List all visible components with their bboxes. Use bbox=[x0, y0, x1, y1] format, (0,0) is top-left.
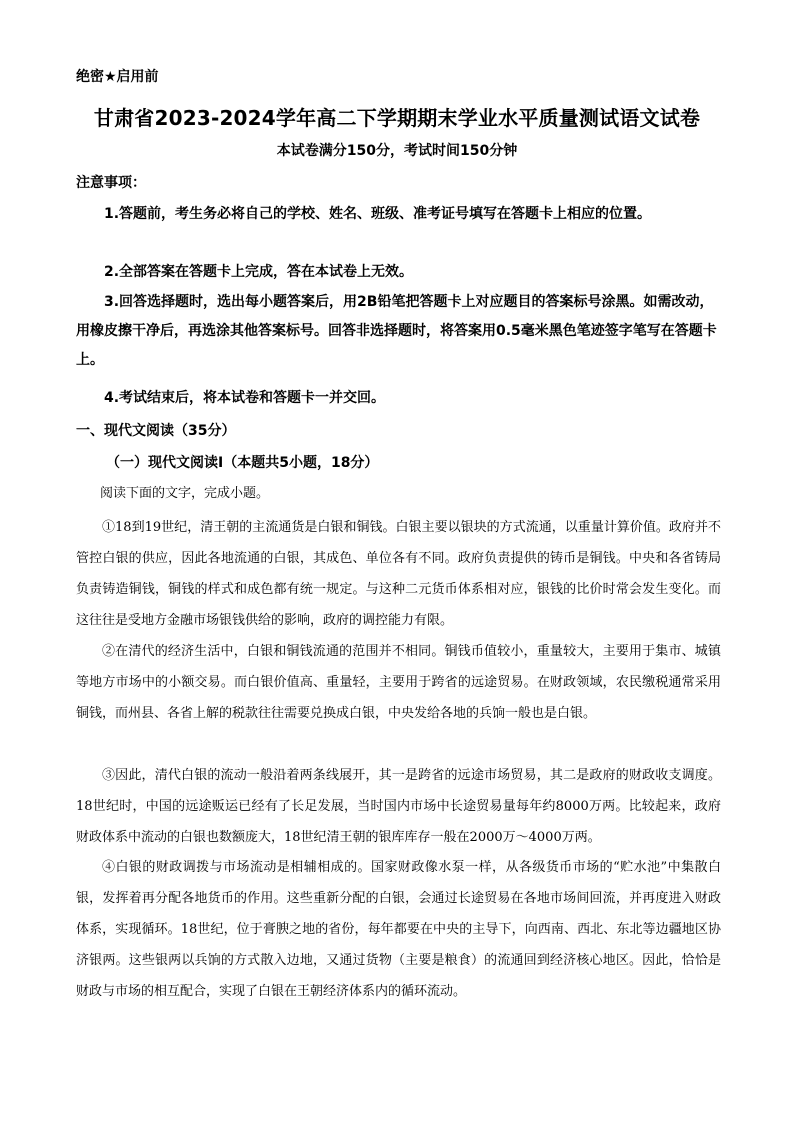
notice-title: 注意事项： bbox=[76, 175, 146, 191]
sub-section-title: （一）现代文阅读Ⅰ（本题共5小题，18分） bbox=[106, 455, 379, 471]
reading-instruction: 阅读下面的文字，完成小题。 bbox=[100, 486, 270, 501]
exam-subtitle: 本试卷满分150分，考试时间150分钟 bbox=[276, 143, 518, 159]
notice-item-2: 2.全部答案在答题卡上完成，答在本试卷上无效。 bbox=[104, 264, 414, 280]
notice-item-1: 1.答题前，考生务必将自己的学校、姓名、班级、准考证号填写在答题卡上相应的位置。 bbox=[104, 206, 652, 222]
passage-paragraph-2: ②在清代的经济生活中，白银和铜钱流通的范围并不相同。铜钱币值较小，重量较大，主要用于集市、城镇等地方市场中的小额交易。而白银价值高、重量轻，主要用于跨省的远途贸易。在财政领域，农民缴税通常采用铜钱，而州县、各省上解的税款往往需要兑换成白银，中央发给各地的兵饷一般也是白银。 bbox=[76, 644, 721, 721]
passage-paragraph-3: ③因此，清代白银的流动一般沿着两条线展开，其一是跨省的远途市场贸易，其二是政府的财政收支调度。18世纪时，中国的远途贩运已经有了长足发展，当时国内市场中长途贸易量每年约8000万两。比较起来，政府财政体系中流动的白银也数额庞大，18世纪清王朝的银库库存一般在2000万～4000万两。 bbox=[76, 768, 721, 845]
section-title: 一、现代文阅读（35分） bbox=[76, 423, 236, 439]
secret-label: 绝密★启用前 bbox=[76, 69, 159, 85]
notice-item-4: 4.考试结束后，将本试卷和答题卡一并交回。 bbox=[104, 390, 386, 406]
exam-title: 甘肃省2023-2024学年高二下学期期末学业水平质量测试语文试卷 bbox=[93, 106, 701, 130]
passage-paragraph-4: ④白银的财政调拨与市场流动是相辅相成的。国家财政像水泵一样，从各级货币市场的“贮水池”中集散白银，发挥着再分配各地货币的作用。这些重新分配的白银，会通过长途贸易在各地市场间回流，并再度进入财政体系，实现循环。18世纪，位于膏腴之地的省份，每年都要在中央的主导下，向西南、西北、东北等边疆地区协济银两。这些银两以兵饷的方式散入边地，又通过货物（主要是粮食）的流通回到经济核心地区。因此，恰恰是财政与市场的相互配合，实现了白银在王朝经济体系内的循环流动。 bbox=[76, 860, 721, 999]
passage-paragraph-1: ①18到19世纪，清王朝的主流通货是白银和铜钱。白银主要以银块的方式流通，以重量计算价值。政府并不管控白银的供应，因此各地流通的白银，其成色、单位各有不同。政府负责提供的铸币是铜钱。中央和各省铸局负责铸造铜钱，铜钱的样式和成色都有统一规定。与这种二元货币体系相对应，银钱的比价时常会发生变化。而这往往是受地方金融市场银钱供给的影响，政府的调控能力有限。 bbox=[76, 520, 721, 628]
notice-item-3: 3.回答选择题时，选出每小题答案后，用2B铅笔把答题卡上对应题目的答案标号涂黑。如需改动，用橡皮擦干净后，再选涂其他答案标号。回答非选择题时，将答案用0.5毫米黑色笔迹签字笔写在答题卡上。 bbox=[76, 294, 717, 368]
